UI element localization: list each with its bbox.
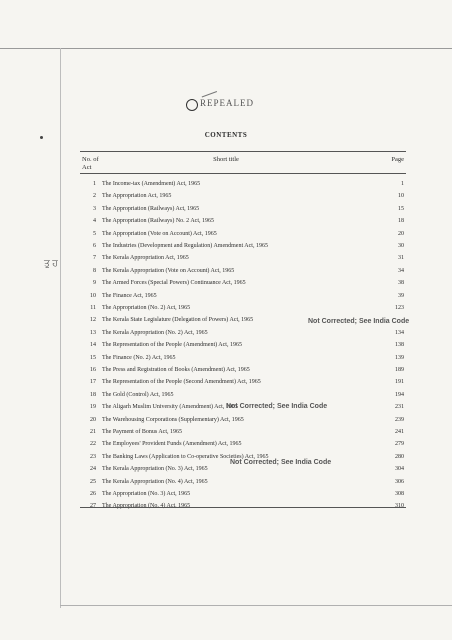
column-header-short-title: Short title	[213, 156, 239, 163]
act-number: 14	[90, 342, 96, 349]
act-page-number: 231	[395, 404, 404, 411]
table-row	[0, 376, 452, 388]
act-page-number: 38	[398, 280, 404, 287]
table-row	[0, 451, 452, 463]
act-number: 8	[93, 267, 96, 274]
act-number: 21	[90, 429, 96, 435]
act-page-number: 306	[395, 478, 404, 485]
act-number: 24	[90, 466, 96, 473]
column-header-page: Page	[391, 156, 404, 163]
table-row	[0, 389, 452, 401]
act-page-number: 191	[395, 379, 404, 386]
act-number: 6	[93, 243, 96, 249]
table-row	[0, 352, 452, 364]
table-row	[0, 240, 452, 252]
act-number: 20	[90, 416, 96, 423]
table-bottom-rule	[80, 507, 406, 508]
scan-bottom-rule	[60, 605, 452, 606]
table-row	[0, 327, 452, 339]
act-page-number: 308	[395, 491, 404, 497]
act-page-number: 139	[395, 354, 404, 361]
act-short-title: The Employees' Provident Funds (Amendment) Act, 1965	[102, 441, 242, 448]
act-number: 9	[93, 280, 96, 287]
act-number: 13	[90, 329, 96, 336]
table-row	[0, 178, 452, 190]
act-page-number: 138	[395, 342, 404, 349]
handwritten-mark: ਤੁ ਹ	[44, 258, 58, 268]
act-page-number: 1	[401, 181, 404, 187]
act-page-number: 304	[395, 466, 404, 473]
act-number: 2	[93, 193, 96, 200]
act-page-number: 241	[395, 429, 404, 435]
act-short-title: The Kerala State Legislature (Delegation of Powers) Act, 1965	[102, 317, 254, 324]
table-row	[0, 364, 452, 376]
act-short-title: The Warehousing Corporations (Supplementary) Act, 1965	[102, 416, 244, 423]
act-number: 16	[90, 367, 96, 373]
table-row	[0, 426, 452, 438]
table-row	[0, 215, 452, 227]
act-page-number: 279	[395, 441, 404, 448]
act-page-number: 18	[398, 218, 404, 225]
act-number: 26	[90, 491, 96, 497]
act-page-number: 10	[398, 193, 404, 200]
act-page-number: 30	[398, 243, 404, 249]
act-number: 3	[93, 205, 96, 212]
act-short-title: The Kerala Appropriation (No. 2) Act, 1965	[102, 329, 208, 336]
table-row	[0, 463, 452, 475]
act-page-number: 34	[398, 267, 404, 274]
table-row	[0, 438, 452, 450]
act-short-title: The Banking Laws (Application to Co-operative Societies) Act, 1965	[102, 453, 269, 460]
table-row	[0, 265, 452, 277]
act-page-number: 280	[395, 453, 404, 460]
act-short-title: The Finance Act, 1965	[102, 292, 157, 299]
act-number: 1	[93, 181, 96, 187]
act-short-title: The Appropriation (Railways) Act, 1965	[102, 205, 200, 212]
act-page-number: 20	[398, 230, 404, 237]
act-page-number: 39	[398, 292, 404, 299]
table-row	[0, 302, 452, 314]
column-header-no-of-act: No. of Act	[82, 156, 99, 171]
pen-mark	[199, 84, 217, 98]
act-number: 25	[90, 478, 96, 485]
not-corrected-note: Not Corrected; See India Code	[308, 318, 410, 325]
table-row	[0, 476, 452, 488]
page-title: CONTENTS	[204, 131, 248, 139]
act-page-number: 123	[395, 305, 404, 311]
act-number: 23	[90, 453, 96, 460]
table-row	[0, 414, 452, 426]
act-short-title: The Payment of Bonus Act, 1965	[102, 429, 182, 435]
not-corrected-note: Not Corrected; See India Code	[230, 459, 332, 466]
act-short-title: The Appropriation (No. 3) Act, 1965	[102, 491, 191, 497]
not-corrected-note: Not Corrected; See India Code	[226, 403, 328, 410]
act-short-title: The Representation of the People (Amendment) Act, 1965	[102, 342, 242, 349]
act-short-title: The Kerala Appropriation (No. 3) Act, 1965	[102, 466, 208, 473]
act-short-title: The Kerala Appropriation (Vote on Account) Act, 1965	[102, 267, 235, 274]
act-short-title: The Appropriation (Vote on Account) Act, 1965	[102, 230, 217, 237]
act-number: 7	[93, 255, 96, 262]
act-short-title: The Income-tax (Amendment) Act, 1965	[102, 181, 201, 187]
header-bottom-rule	[80, 173, 406, 174]
act-short-title: The Kerala Appropriation Act, 1965	[102, 255, 189, 262]
repealed-stamp: REPEALED	[200, 98, 254, 108]
header-top-rule	[80, 151, 406, 152]
act-number: 10	[90, 292, 96, 299]
table-row	[0, 203, 452, 215]
act-page-number: 189	[395, 367, 404, 373]
act-page-number: 194	[395, 391, 404, 398]
act-short-title: The Finance (No. 2) Act, 1965	[102, 354, 176, 361]
act-number: 22	[90, 441, 96, 448]
act-short-title: The Appropriation (No. 2) Act, 1965	[102, 305, 191, 311]
act-short-title: The Representation of the People (Second Amendment) Act, 1965	[102, 379, 261, 386]
act-page-number: 15	[398, 205, 404, 212]
act-short-title: The Appropriation Act, 1965	[102, 193, 172, 200]
table-row	[0, 290, 452, 302]
act-number: 17	[90, 379, 96, 386]
act-short-title: The Appropriation (Railways) No. 2 Act, 1965	[102, 218, 214, 225]
act-short-title: The Gold (Control) Act, 1965	[102, 391, 174, 398]
act-short-title: The Aligarh Muslim University (Amendment) Act, 1965	[102, 404, 238, 411]
act-number: 18	[90, 391, 96, 398]
table-row	[0, 339, 452, 351]
table-row	[0, 190, 452, 202]
table-row	[0, 277, 452, 289]
act-short-title: The Kerala Appropriation (No. 4) Act, 1965	[102, 478, 208, 485]
act-short-title: The Press and Registration of Books (Amendment) Act, 1965	[102, 367, 250, 373]
act-page-number: 239	[395, 416, 404, 423]
table-row	[0, 228, 452, 240]
table-row	[0, 252, 452, 264]
act-number: 15	[90, 354, 96, 361]
act-number: 5	[93, 230, 96, 237]
act-short-title: The Armed Forces (Special Powers) Continuance Act, 1965	[102, 280, 246, 287]
act-number: 12	[90, 317, 96, 324]
act-page-number: 134	[395, 329, 404, 336]
act-number: 11	[90, 305, 96, 311]
act-number: 4	[93, 218, 96, 225]
scan-top-rule	[0, 48, 452, 49]
table-row	[0, 488, 452, 500]
act-page-number: 31	[398, 255, 404, 262]
act-short-title: The Industries (Development and Regulation) Amendment Act, 1965	[102, 243, 268, 249]
act-number: 19	[90, 404, 96, 411]
